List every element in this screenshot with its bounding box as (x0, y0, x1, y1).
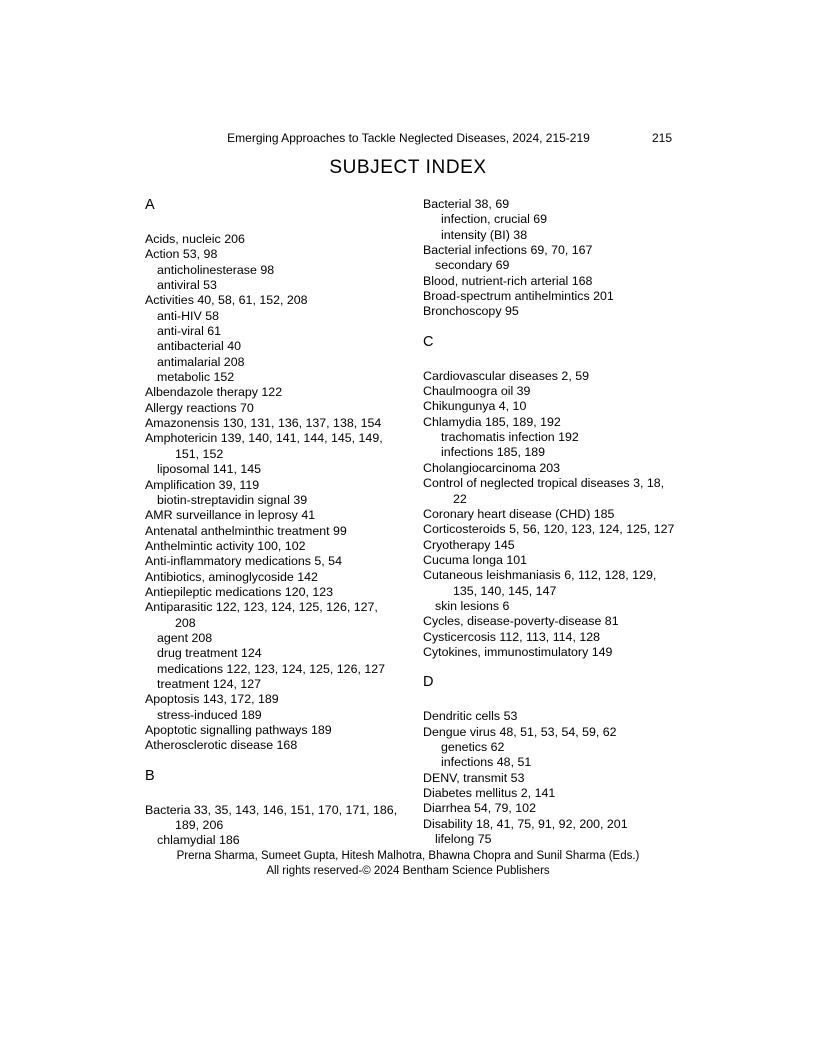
index-entry: infections 48, 51 (441, 755, 532, 770)
index-entry: Chaulmoogra oil 39 (423, 384, 531, 399)
index-entry: Allergy reactions 70 (145, 400, 254, 415)
index-entry: Cucuma longa 101 (423, 552, 528, 567)
index-section (145, 768, 420, 849)
index-entry: antiviral 53 (157, 278, 217, 293)
index-entry: biotin-streptavidin signal 39 (157, 492, 308, 507)
index-entry: secondary 69 (435, 258, 510, 273)
running-head-title: Emerging Approaches to Tackle Neglected Diseases, 2024, 215-219 (227, 131, 590, 145)
index-section (145, 197, 420, 754)
index-entry: Cryotherapy 145 (423, 537, 515, 552)
index-entry: AMR surveillance in leprosy 41 (145, 508, 316, 523)
index-entry: Control of neglected tropical diseases 3, 18, (423, 476, 665, 491)
index-entry: treatment 124, 127 (157, 676, 262, 691)
index-entry: Chlamydia 185, 189, 192 (423, 414, 561, 429)
index-section (423, 197, 723, 320)
index-entry: Broad-spectrum antihelmintics 201 (423, 289, 614, 304)
running-head (145, 131, 672, 146)
index-entry: Diabetes mellitus 2, 141 (423, 786, 556, 800)
index-entry: infections 185, 189 (441, 445, 546, 460)
index-entry: Chikungunya 4, 10 (423, 399, 527, 414)
index-entry: Diarrhea 54, 79, 102 (423, 801, 536, 816)
page-footer (0, 849, 816, 878)
section-letter: B (145, 767, 155, 784)
index-section (423, 334, 723, 661)
index-entry: anti-HIV 58 (157, 308, 219, 323)
index-entry: chlamydial 186 (157, 833, 240, 848)
index-entry: Atherosclerotic disease 168 (145, 738, 298, 753)
index-entry: Cholangiocarcinoma 203 (423, 460, 561, 475)
index-entry: Cysticercosis 112, 113, 114, 128 (423, 629, 601, 644)
index-column-left (145, 197, 420, 849)
footer-editors-line: Prerna Sharma, Sumeet Gupta, Hitesh Malhotra, Bhawna Chopra and Sunil Sharma (Eds.) (176, 850, 640, 862)
index-entry: liposomal 141, 145 (157, 462, 262, 477)
index-entry: medications 122, 123, 124, 125, 126, 127 (157, 661, 386, 676)
index-entry: Antiepileptic medications 120, 123 (145, 584, 334, 599)
index-entry: metabolic 152 (157, 370, 235, 385)
index-entry: stress-induced 189 (157, 707, 262, 722)
index-entry: Corticosteroids 5, 56, 120, 123, 124, 125, 127 (423, 522, 675, 537)
index-entry: 189, 206 (175, 818, 224, 833)
section-letter: A (145, 197, 155, 213)
index-entry: Anti-inflammatory medications 5, 54 (145, 554, 342, 569)
index-entry: anticholinesterase 98 (157, 262, 275, 277)
index-entry: Antiparasitic 122, 123, 124, 125, 126, 127, (145, 600, 378, 615)
index-entry: lifelong 75 (435, 832, 492, 847)
index-entry: Amazonensis 130, 131, 136, 137, 138, 154 (145, 416, 382, 431)
footer-copyright-line: All rights reserved-© 2024 Bentham Science Publishers (266, 864, 550, 877)
index-entry: skin lesions 6 (435, 598, 510, 613)
index-entry: drug treatment 124 (157, 646, 262, 661)
index-entry: Activities 40, 58, 61, 152, 208 (145, 293, 308, 308)
index-column-right (423, 197, 723, 847)
index-entry: antibacterial 40 (157, 339, 242, 354)
section-letter: D (423, 674, 434, 691)
index-entry: Bacteria 33, 35, 143, 146, 151, 170, 171, 186, (145, 802, 398, 817)
index-entry: Bacterial 38, 69 (423, 197, 510, 211)
page-title: SUBJECT INDEX (329, 157, 487, 178)
index-entry: Cycles, disease-poverty-disease 81 (423, 614, 619, 629)
index-entry: 135, 140, 145, 147 (453, 583, 557, 598)
index-entry: Disability 18, 41, 75, 91, 92, 200, 201 (423, 816, 628, 831)
index-entry: Amplification 39, 119 (145, 477, 260, 492)
index-entry: Albendazole therapy 122 (145, 385, 283, 400)
index-entry: Apoptosis 143, 172, 189 (145, 692, 279, 707)
index-entry: trachomatis infection 192 (441, 430, 579, 445)
index-entry: 151, 152 (175, 446, 224, 461)
index-entry: Dendritic cells 53 (423, 709, 518, 724)
index-entry: Antenatal anthelminthic treatment 99 (145, 523, 347, 538)
index-entry: Cutaneous leishmaniasis 6, 112, 128, 129, (423, 568, 657, 583)
index-entry: DENV, transmit 53 (423, 770, 525, 785)
index-entry: Coronary heart disease (CHD) 185 (423, 506, 615, 521)
index-entry: Cytokines, immunostimulatory 149 (423, 644, 613, 659)
index-entry: Apoptotic signalling pathways 189 (145, 723, 332, 737)
index-entry: Antibiotics, aminoglycoside 142 (145, 569, 318, 584)
index-entry: anti-viral 61 (157, 324, 222, 339)
index-entry: antimalarial 208 (157, 354, 245, 369)
index-entry: Bacterial infections 69, 70, 167 (423, 243, 593, 258)
index-entry: Acids, nucleic 206 (145, 232, 245, 246)
index-entry: Bronchoscopy 95 (423, 304, 519, 319)
section-letter: C (423, 333, 434, 350)
index-entry: Cardiovascular diseases 2, 59 (423, 368, 589, 383)
page-number: 215 (651, 131, 672, 145)
index-entry: infection, crucial 69 (441, 212, 548, 227)
index-entry: Dengue virus 48, 51, 53, 54, 59, 62 (423, 724, 617, 739)
index-entry: Action 53, 98 (145, 247, 218, 262)
index-entry: 208 (175, 615, 196, 630)
index-section (423, 674, 723, 847)
index-entry: Anthelmintic activity 100, 102 (145, 538, 306, 553)
index-entry: agent 208 (157, 630, 213, 645)
index-entry: Blood, nutrient-rich arterial 168 (423, 273, 593, 288)
index-entry: 22 (453, 491, 467, 506)
index-entry: Amphotericin 139, 140, 141, 144, 145, 149, (145, 431, 383, 446)
index-entry: genetics 62 (441, 739, 505, 754)
index-entry: intensity (BI) 38 (441, 227, 528, 242)
